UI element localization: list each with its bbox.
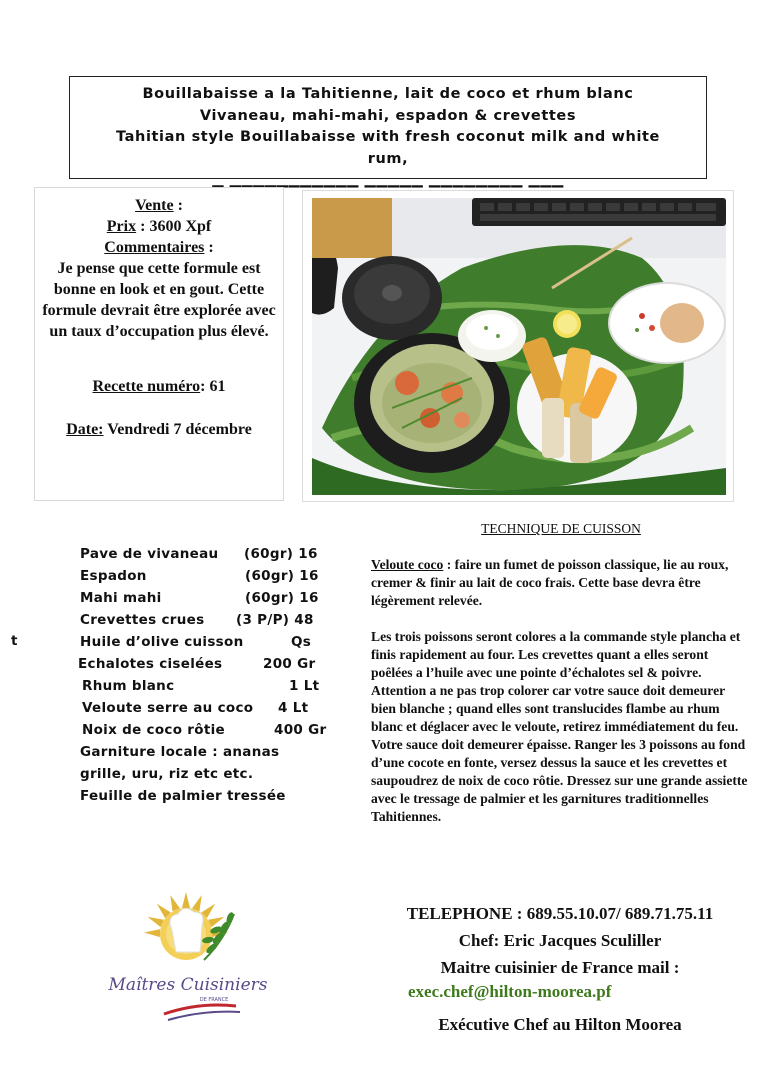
comment-text: Je pense que cette formule est bonne en look et en gout. Cette formule devrait être explorée avec un taux d’occupation plus élevé. [42,260,276,340]
ingredient-row [80,545,350,567]
recipe-title-box [69,76,707,188]
veloute-label: Veloute coco [371,557,444,572]
ingredient-qty: 400 Gr [274,722,327,738]
prix-row [35,216,283,237]
contact-block [380,900,740,1038]
recette-value: : 61 [200,378,226,395]
maitre-line: Maitre cuisinier de France mail : [440,958,680,977]
recette-label: Recette numéro [92,378,201,395]
recette-row [35,376,283,397]
date-label: Date: [66,421,104,438]
chef-role: Exécutive Chef au Hilton Moorea [438,1015,682,1034]
vente-label: Vente [135,197,174,214]
title-cut-off-line: ▁ ▁▁▁▁▁▁▁▁▁▁▁ ▁▁▁▁▁ ▁▁▁▁▁▁▁▁ ▁▁▁ [212,172,564,188]
ingredient-name: Echalotes ciselées [78,656,223,672]
prix-label: Prix [106,218,137,235]
commentaires-sep: : [204,239,214,256]
ingredient-name: Crevettes crues [80,612,205,628]
veloute-text: : faire un fumet de poisson classique, lie au roux, cremer & finir au lait de coco frais. Cette base devra être légèrement relevée. [371,557,729,608]
commentaires-label: Commentaires [104,239,205,256]
ingredient-row [80,743,350,765]
ingredient-row [78,655,348,677]
ingredient-name: Noix de coco rôtie [82,722,225,738]
commentaires-row [35,237,283,258]
email-link[interactable]: exec.chef@hilton-moorea.pf [408,982,612,1001]
ingredient-qty: (3 P/P) 48 [236,612,314,628]
ingredient-row [82,677,352,699]
ingredient-list [80,545,350,809]
ingredient-row [80,611,350,633]
logo-subtext: DE FRANCE [199,997,229,1003]
ingredient-row [80,765,350,787]
ingredient-name: Huile d’olive cuisson [80,634,244,650]
dish-photo-illustration [312,198,726,495]
ingredient-name: Pave de vivaneau [80,546,219,562]
ingredient-name: Feuille de palmier tressée [80,788,286,804]
dish-photo [302,190,734,502]
title-line-2: Vivaneau, mahi-mahi, espadon & crevettes [199,107,577,124]
stray-character: t [11,633,18,649]
title-line-3: Tahitian style Bouillabaisse with fresh coconut milk and white [116,129,660,145]
info-box [34,187,284,501]
ingredient-name: Espadon [80,568,147,584]
technique-section [371,520,753,844]
ingredient-qty: (60gr) 16 [245,590,319,606]
chef-name: Chef: Eric Jacques Sculiller [458,931,662,950]
ingredient-name: Mahi mahi [80,590,162,606]
date-row [35,419,283,440]
ingredient-row [80,787,350,809]
vente-row [35,195,283,216]
ingredient-row [80,567,350,589]
ingredient-name: Rhum blanc [82,678,175,694]
ingredient-qty: (60gr) 16 [244,546,318,562]
ingredient-row [80,633,350,655]
veloute-paragraph [371,556,753,610]
date-value: Vendredi 7 décembre [103,421,252,438]
technique-paragraph: Les trois poissons seront colores a la commande style plancha et finis rapidement au four. Les crevettes quant a elles seront poêlées a l’huile avec une pointe d’échalotes sel & poivre. Attention a ne pas trop colorer car votre sauce doit demeurer bien blanche ; quand elles sont translucides flambe au rhum blanc et déglacer avec le veloute, retirez immédiatement du feu. Votre sauce doit demeurer épaisse. Ranger les 3 poissons au fond d’une cocote en fonte, versez dessus la sauce et les crevettes et saupoudrez de noix de coco rôtie. Dressez sur une grande assiette avec le tressage de palmier et les garnitures traditionnelles Tahitiennes. [371,629,748,824]
ingredient-name: grille, uru, riz etc etc. [80,766,254,782]
ingredient-row [82,699,352,721]
ingredient-qty: (60gr) 16 [245,568,319,584]
technique-heading: TECHNIQUE DE CUISSON [481,521,641,536]
ingredient-name: Garniture locale : ananas [80,744,280,760]
maitres-cuisiniers-logo [104,890,274,1030]
ingredient-qty: 4 Lt [278,700,309,716]
prix-value: : 3600 Xpf [136,218,212,235]
ingredient-qty: Qs [291,634,312,650]
ingredient-row [80,589,350,611]
title-line-1: Bouillabaisse a la Tahitienne, lait de coco et rhum blanc [142,86,634,102]
logo-text: Maîtres Cuisiniers [108,975,268,995]
vente-sep: : [173,197,183,214]
ingredient-qty: 1 Lt [289,678,320,694]
title-line-4: rum, [367,150,409,167]
ingredient-name: Veloute serre au coco [82,700,254,716]
telephone: TELEPHONE : 689.55.10.07/ 689.71.75.11 [406,904,714,923]
ingredient-qty: 200 Gr [263,656,316,672]
logo-emblem [104,890,274,1030]
ingredient-row [82,721,352,743]
